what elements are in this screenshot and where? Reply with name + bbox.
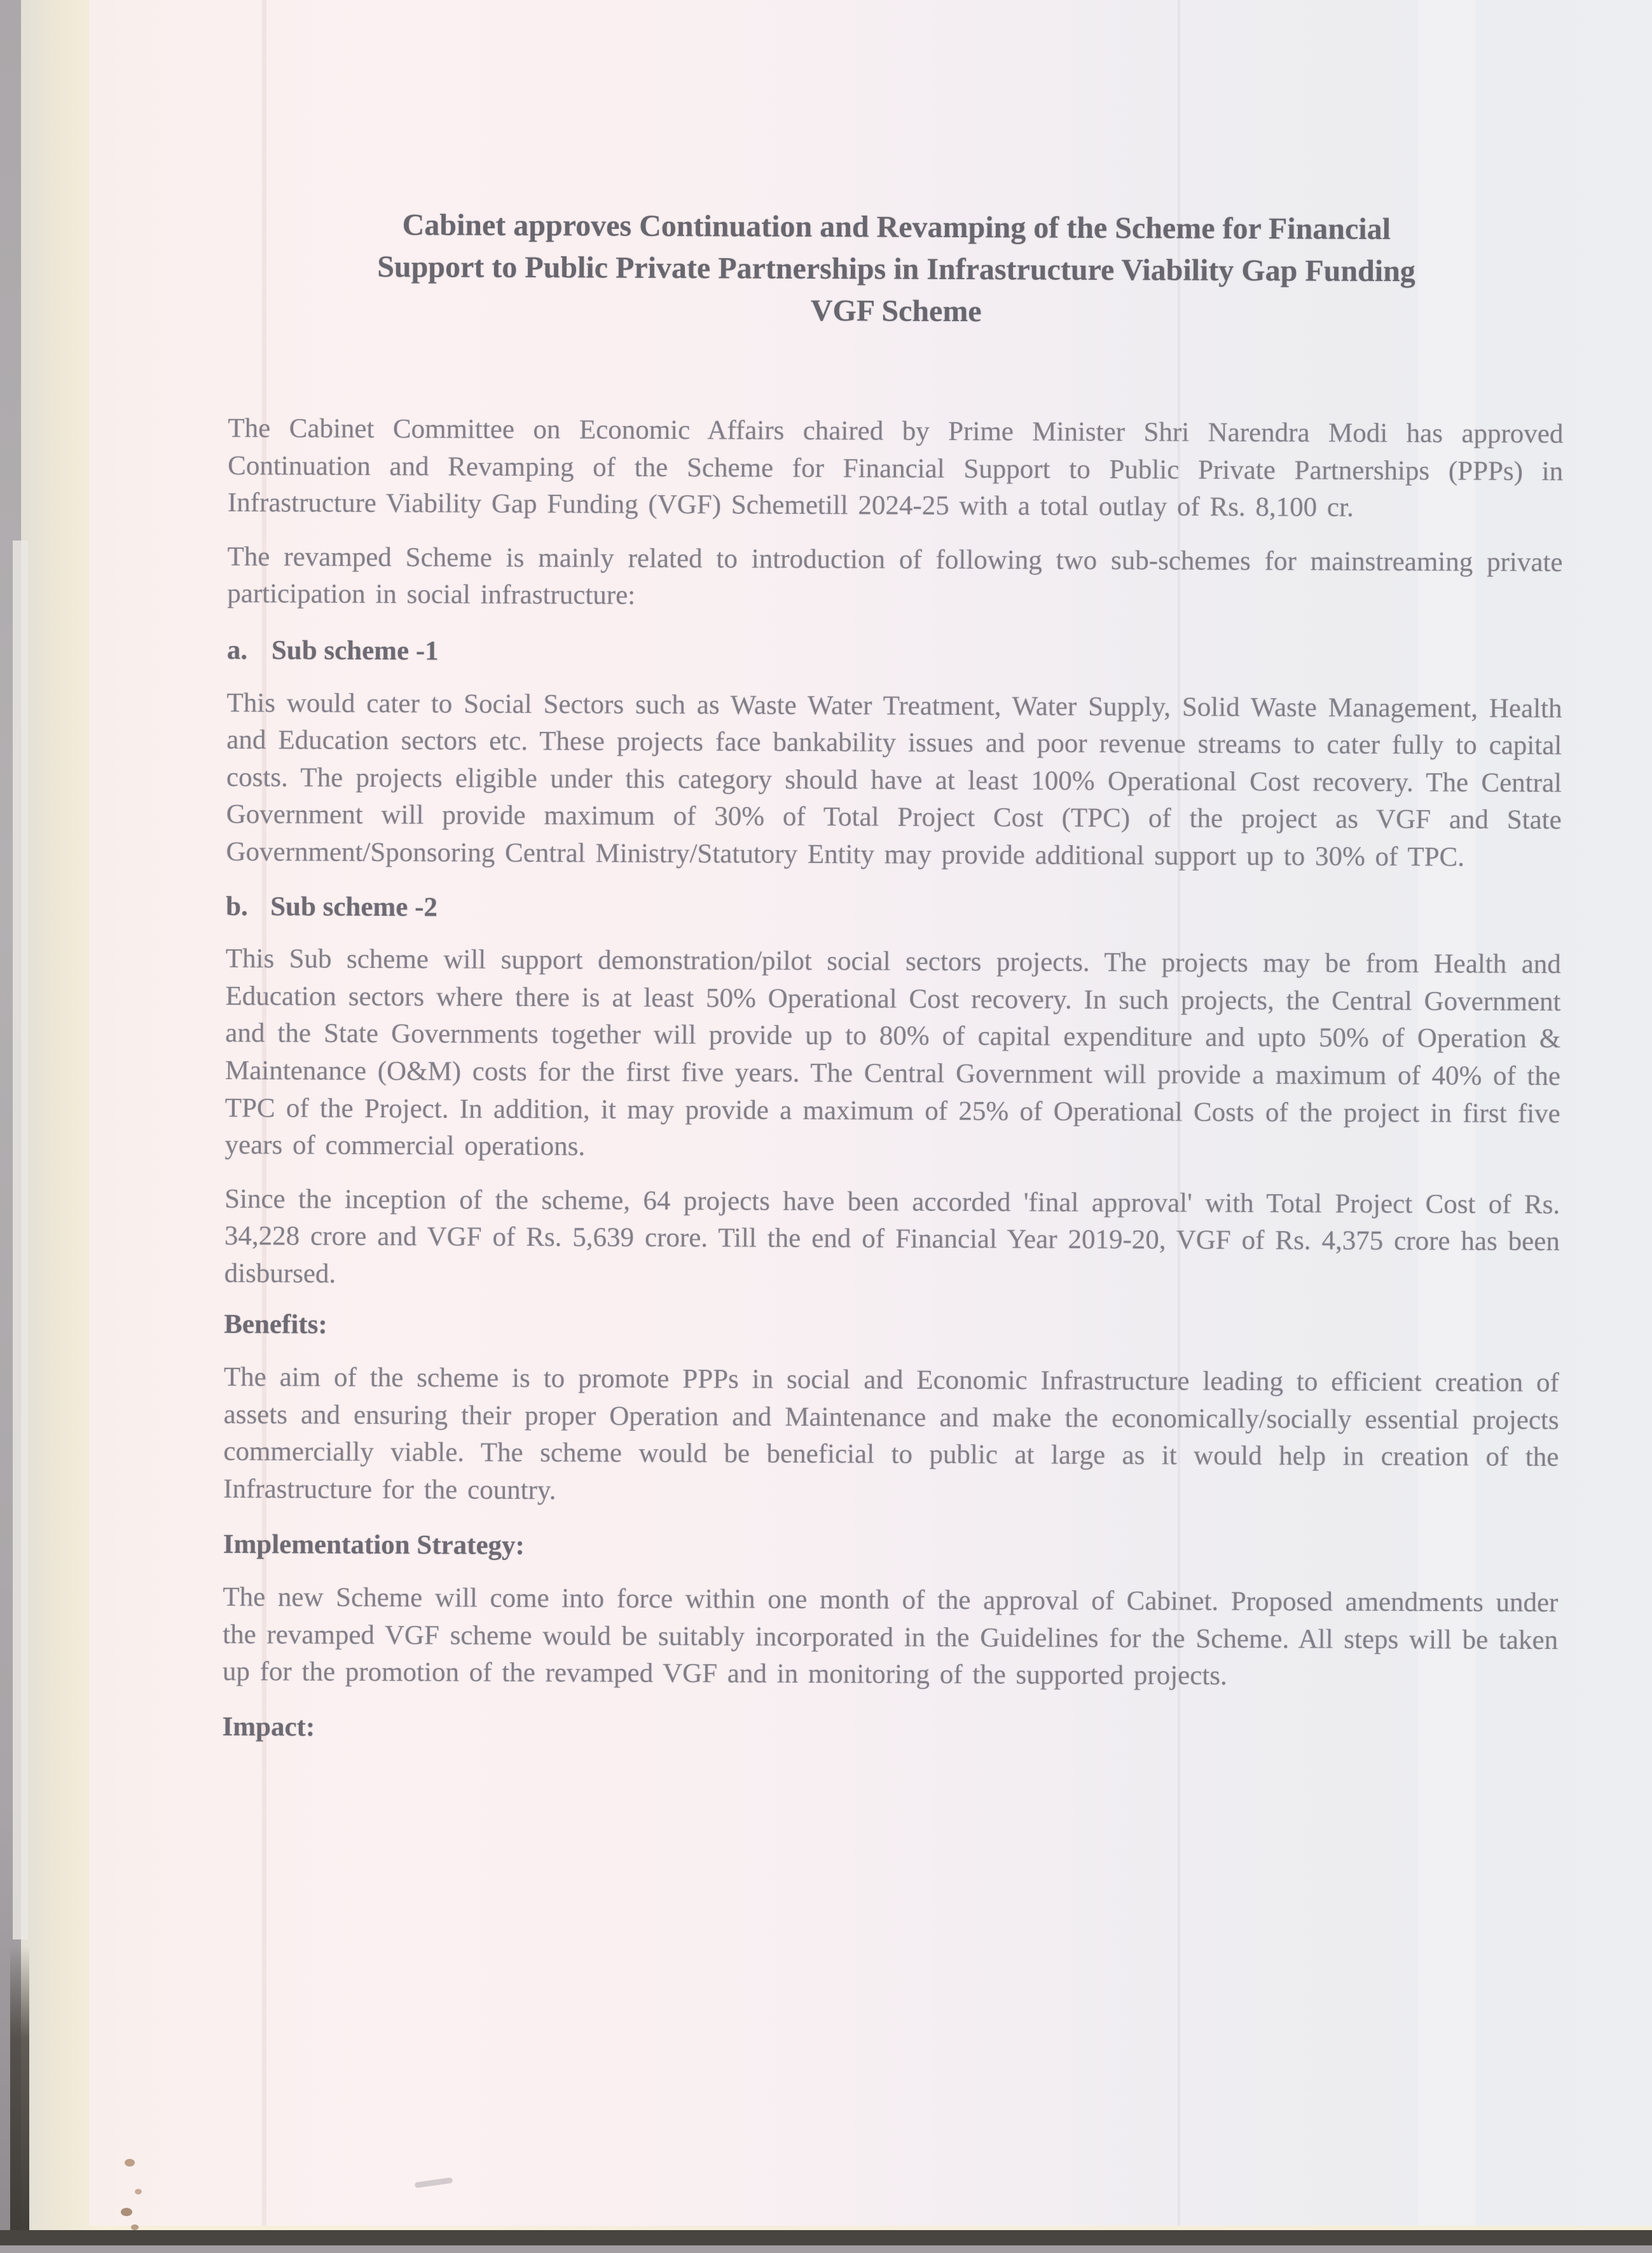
- revamp-paragraph: The revamped Scheme is mainly related to introduction of following two sub-schemes for mainstreaming private participation in social infrastructure:: [227, 541, 1563, 611]
- scanner-left-dark-edge: [10, 1946, 29, 2253]
- scanner-bottom-dark-edge: [0, 2230, 1652, 2245]
- scanner-bottom-gray-edge: [0, 2245, 1652, 2253]
- scan-blemish-speck: [135, 2189, 142, 2194]
- benefits-paragraph: The aim of the scheme is to promote PPPs in social and Economic Infrastructure leading to efficient creation of assets and ensuring their proper Operation and Maintenance and make the economically/socially essential projects commercially viable. The scheme would be beneficial to public at large as it would help in creation of the Infrastructure for the country.: [223, 1362, 1560, 1506]
- title-line-3: VGF Scheme: [810, 293, 982, 329]
- implementation-paragraph: The new Scheme will come into force within one month of the approval of Cabinet. Proposed amendments under the revamped VGF scheme would be suitably incorporated in the Guidelines for the Scheme. All steps will be taken up for the promotion of the revamped VGF and in monitoring of the supported projects.: [222, 1582, 1559, 1691]
- scan-blemish-speck: [125, 2159, 135, 2167]
- progress-paragraph: This Sub scheme will support demonstration/pilot social sectors projects. The projects may be from Health and Education sectors where there is at least 50% Operational Cost recovery. In such projects, the Central Government and the State Governments together will provide up to 80% of capital expenditure and upto 50% of Operation & Maintenance (O&M) costs for the first five years. The Central Government will provide a maximum of 40% of the TPC of the Project. In addition, it may provide a maximum of 25% of Operational Costs of the project in first five years of commercial operations.: [224, 944, 1561, 1162]
- scan-blemish-speck: [131, 2224, 139, 2230]
- subscheme-1-heading: [227, 632, 1562, 675]
- page-title: [228, 203, 1564, 335]
- scan-blemish-speck: [121, 2208, 132, 2216]
- subscheme-2-label: b.: [226, 891, 248, 921]
- title-line-1: Cabinet approves Continuation and Revamping of the Scheme for Financial: [402, 208, 1391, 246]
- implementation-heading: Implementation Strategy:: [223, 1529, 525, 1561]
- intro-paragraph: The Cabinet Committee on Economic Affairs chaired by Prime Minister Shri Narendra Modi has approved Continuation and Revamping of the Scheme for Financial Support to Public Private Partnerships (PPPs) in Infrastructure Viability Gap Funding (VGF) Schemetill 2024-25 with a total outlay of Rs. 8,100 cr.: [227, 413, 1564, 523]
- subscheme-2-heading: [226, 888, 1561, 932]
- subscheme-1-label: a.: [226, 635, 248, 666]
- subscheme-1-title: Sub scheme -1: [271, 635, 439, 666]
- subscheme-2-title: Sub scheme -2: [270, 891, 438, 922]
- approval-stats-paragraph: Since the inception of the scheme, 64 projects have been accorded 'final approval' with Total Project Cost of Rs. 34,228 crore and VGF of Rs. 5,639 crore. Till the end of Financial Year 2019-20, VGF of Rs. 4,375 crore has been disbursed.: [224, 1183, 1560, 1289]
- benefits-heading: Benefits:: [224, 1309, 327, 1340]
- subscheme-1-paragraph: This would cater to Social Sectors such as Waste Water Treatment, Water Supply, Solid Waste Management, Health and Education sectors etc. These projects face bankability issues and poor revenue streams to cater fully to capital costs. The projects eligible under this category should have at least 100% Operational Cost recovery. The Central Government will provide maximum of 30% of Total Project Cost (TPC) of the project as VGF and State Government/Sponsoring Central Ministry/Statutory Entity may provide additional support up to 30% of TPC.: [226, 687, 1562, 872]
- impact-heading: Impact:: [222, 1711, 315, 1742]
- page-left-highlight-edge: [13, 541, 28, 1940]
- document-body: [222, 203, 1564, 1767]
- title-line-2: Support to Public Private Partnerships in Infrastructure Viability Gap Funding: [377, 250, 1415, 289]
